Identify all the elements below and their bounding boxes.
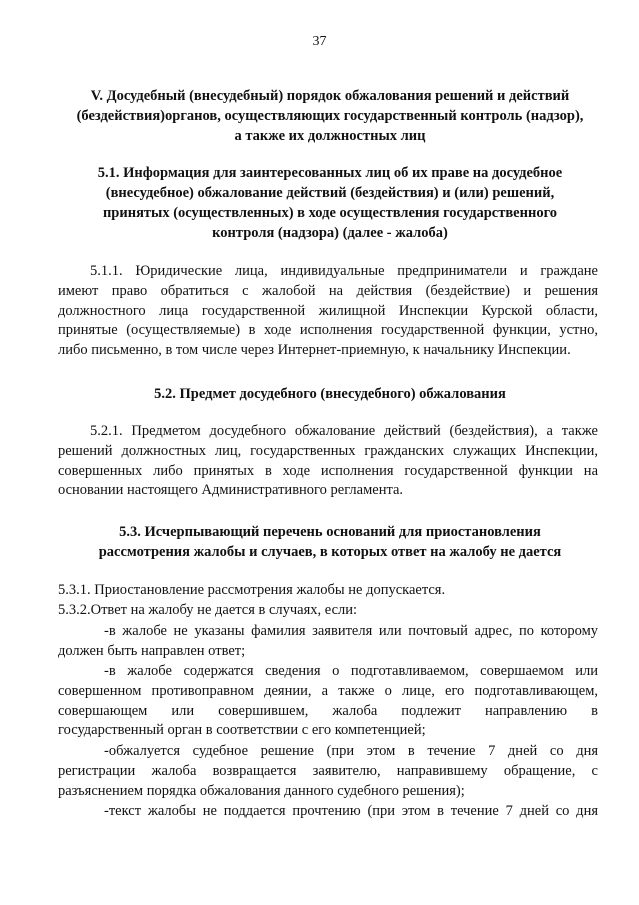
text-line: -в жалобе содержатся сведения о подготавливаемом, совершаемом или [104, 663, 598, 679]
paragraph-5-1-1 [58, 262, 598, 361]
heading-line: 5.3. Исчерпывающий перечень оснований для приостановления [119, 524, 541, 540]
text-line: 5.3.2.Ответ на жалобу не дается в случаях, если: [58, 601, 358, 618]
text-line: совершающем или совершившем, жалоба подлежит направлению в [58, 702, 598, 719]
heading-line: 5.2. Предмет досудебного (внесудебного) обжалования [154, 386, 506, 402]
text-line: 5.2.1. Предметом досудебного обжалование действий (бездействия), а также [90, 423, 598, 439]
list-item [58, 662, 598, 741]
heading-line: V. Досудебный (внесудебный) порядок обжалования решений и действий [90, 88, 570, 104]
text-line: принятые (осуществляемые) в ходе исполнения государственной функции, устно, [58, 322, 598, 339]
heading-line: рассмотрения жалобы и случаев, в которых ответ на жалобу не дается [98, 544, 562, 560]
text-line: регистрации жалоба возвращается заявителю, направившему обращение, с [58, 762, 598, 779]
page-number: 37 [312, 34, 327, 49]
text-line: совершенном противоправном деянии, а также о лице, его подготавливающем, [58, 682, 598, 699]
text-line: либо письменно, в том числе через Интернет-приемную, к начальнику Инспекции. [58, 342, 571, 359]
heading-line: принятых (осуществленных) в ходе осуществления государственного [102, 205, 558, 221]
section-5-1-heading [60, 163, 600, 243]
text-line: совершенных либо принятых в ходе исполнения государственной функции на [58, 462, 598, 479]
section-5-3-heading [60, 522, 600, 562]
list-item [58, 742, 598, 801]
section-5-2-heading [60, 384, 600, 404]
text-line: основании настоящего Административного регламента. [58, 482, 404, 499]
text-line: 5.3.1. Приостановление рассмотрения жалобы не допускается. [58, 582, 446, 598]
list-item [58, 802, 598, 822]
text-line: -текст жалобы не поддается прочтению (при этом в течение 7 дней со дня [104, 803, 598, 819]
text-line: государственный орган в соответствии с его компетенцией; [58, 722, 426, 739]
section-v-heading [60, 86, 600, 146]
text-line: должен быть направлен ответ; [58, 642, 246, 659]
list-item [58, 622, 598, 662]
heading-line: (бездействия)органов, осуществляющих государственный контроль (надзор), [76, 108, 584, 124]
text-line: должностного лица государственной жилищной Инспекции Курской области, [58, 302, 598, 319]
text-line: -обжалуется судебное решение (при этом в течение 7 дней со дня [104, 743, 598, 759]
heading-line: (внесудебное) обжалование действий (бездействия) и (или) решений, [105, 185, 555, 201]
text-line: разъяснением порядка обжалования данного судебного решения); [58, 782, 465, 799]
paragraph-5-2-1 [58, 422, 598, 501]
text-line: решений должностных лиц, государственных гражданских служащих Инспекции, [58, 442, 598, 459]
paragraph-5-3-1 [58, 581, 598, 621]
text-line: -в жалобе не указаны фамилия заявителя или почтовый адрес, по которому [104, 623, 598, 639]
heading-line: 5.1. Информация для заинтересованных лиц об их праве на досудебное [97, 165, 563, 181]
text-line: имеют право обратиться с жалобой на действия (бездействие) и решения [58, 282, 598, 299]
heading-line: контроля (надзора) (далее - жалоба) [212, 225, 448, 241]
heading-line: а также их должностных лиц [234, 128, 426, 144]
text-line: 5.1.1. Юридические лица, индивидуальные предприниматели и граждане [90, 263, 598, 279]
